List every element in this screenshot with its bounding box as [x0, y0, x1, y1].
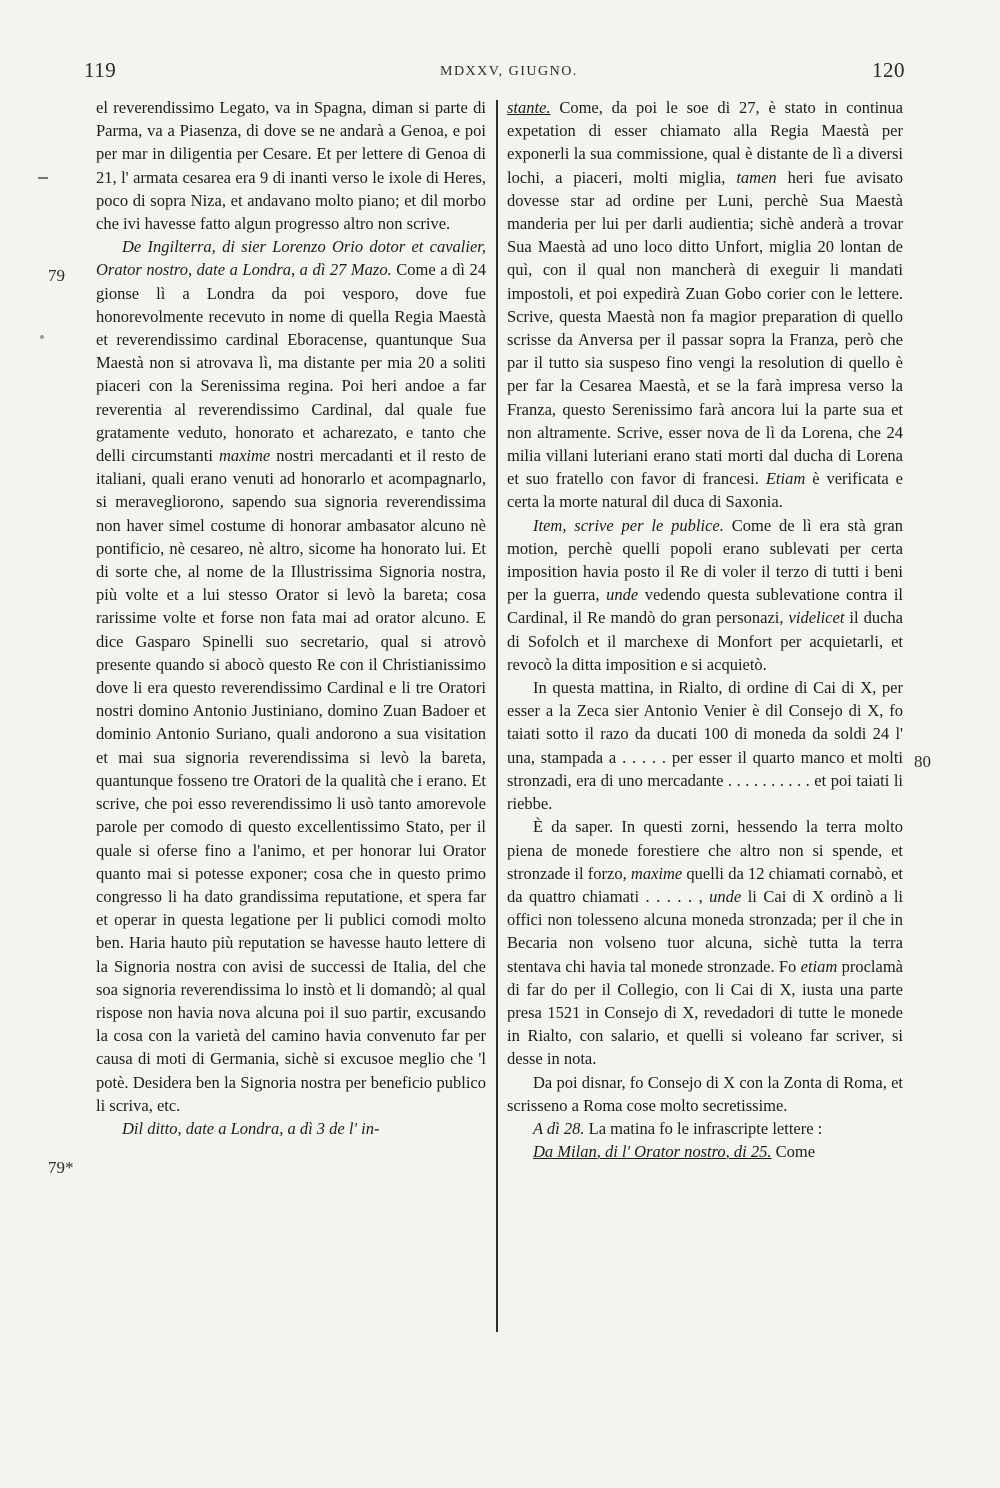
paragraph [507, 1140, 903, 1163]
text-run: è verificata e certa la morte natural dil duca di Saxonia. [507, 469, 904, 512]
text-run: nostri mercadanti et il resto de italiani, quali erano venuti ad honorarlo et acompagnarlo, si meravegliorono, sapendo sua signoria reverendissima non haver simel costume di honorar ambasator alcuno nè pontificio, nè cesareo, nè altro, sicome ha honorato lui. Et di sorte che, al nome de la Illustrissima Signoria nostra, più volte et a lui stesso Orator si levò la bareta; cosa rarissime volte et forse non fata mai ad orator alcuno. E dice Gasparo Spinelli suo secretario, qual si atrovò presente quando si abocò questo Re con il Christianissimo dove li era questo reverendissimo Cardinal e li tre Oratori nostri domino Antonio Justiniano, domino Zuan Badoer et dominio Antonio Suriano, quali andorono a sua visitation et mai sua signoria reverendissima si levò la bareta, quantunque fosseno tre Oratori de la qualità che i erano. Et scrive, che poi esso reverendissimo li usò tanto amorevole parole per comodo di questo excellentissimo Stato, per il quale si oferse fino a l'animo, et per honorar lui Orator quanto mai si potesse exponer; cosa che in questo primo congresso li ha dato grandissima reputatione, et spera far et operar in questa legatione per li publici comodi molto ben. Haria hauto più reputation se havesse hauto lettere di la Signoria nostra con avisi de successi de Italia, del che soa signoria reverendissima lo instò et li domandò; al qual rispose non havia nova alcuna poi il suo partir, excusando la cosa con la varietà del camino havia convenuto far per causa di moti di Germania, sichè si excusoe meglio che 'l potè. Desidera ben la Signoria nostra per beneficio publico li scriva, etc. [96, 446, 486, 1115]
margin-number-79: 79 [48, 266, 65, 285]
text-run: vedendo questa sublevatione contra il Cardinal, il Re mandò do gran personazi, [507, 585, 903, 628]
italic-heading: De Ingilterra, di sier Lorenzo Orio dotor et cavalier, Orator nostro, date a Londra, a dì 27 Mazo. [96, 237, 486, 280]
italic-term: etiam [800, 956, 838, 976]
page-number-left: 119 [84, 58, 117, 82]
italic-term: maxime [630, 863, 683, 883]
text-run: Come [771, 1142, 816, 1162]
paragraph: Da poi disnar, fo Consejo di X con la Zonta di Roma, et scrisseno a Roma cose molto secretissime. [507, 1072, 903, 1115]
italic-heading: Dil ditto, date a Londra, a dì 3 de l' in- [122, 1118, 380, 1138]
paragraph [96, 235, 486, 1117]
italic-heading: A dì 28. [533, 1118, 585, 1138]
margin-number-80: 80 [914, 752, 931, 771]
paragraph: In questa mattina, in Rialto, di ordine di Cai di X, per esser a la Zeca sier Antonio Venier è dil Consejo di X, fo taiati sotto il razo da ducati 100 di moneda da soldi 24 l' una, stampada a . . . . . per esser il quarto manco et molti stronzadi, era di uno mercadante . . . . . . . . . . et poi taiati li riebbe. [507, 678, 903, 814]
text-run: Come, da poi le soe di 27, è stato in continua expetation di esser chiamato alla Regia Maestà per exponerli la sua commissione, qual è distante de lì a diversi lochi, a piaceri, molti miglia, [507, 98, 903, 187]
italic-term: Etiam [765, 469, 806, 489]
italic-heading: Da Milan, di l' Orator nostro, di 25. [533, 1142, 772, 1162]
paragraph: el reverendissimo Legato, va in Spagna, diman si parte di Parma, va a Piasenza, di dove se ne andarà a Genoa, e poi per mar in diligentia per Cesare. Et per lettere di Genoa di 21, l' armata cesarea era 9 di inanti verso le ixole di Heres, poco di sopra Niza, et andavano molto piano; et dil morbo che ivi havesse fatto algun progresso altro non scrive. [96, 98, 486, 234]
italic-term: videlicet [788, 608, 845, 628]
left-column [96, 96, 486, 1140]
running-title: MDXXV, GIUGNO. [440, 64, 578, 79]
page-number-right: 120 [872, 58, 905, 82]
italic-term: tamen [736, 167, 777, 187]
paragraph [96, 1117, 486, 1140]
paragraph [507, 815, 903, 1070]
text-run: quelli da 12 chiamati cornabò, et da quattro chiamati . . . . . , [507, 863, 904, 906]
right-column [507, 96, 903, 1163]
text-run: È da saper. In questi zorni, hessendo la terra molto piena de monede forestiere che altro non si spende, et stronzade il forzo, [507, 817, 903, 883]
margin-dot [40, 335, 44, 339]
italic-term: maxime [218, 446, 271, 466]
text-run: La matina fo le infrascripte lettere : [584, 1118, 823, 1138]
text-run: proclamà di far do per il Collegio, con li Cai di X, iusta una parte presa 1521 in Consejo di X, revedadori di tutte le monede in Rialto, con salario, et quelli si voleano far scriver, si desse in nota. [507, 956, 903, 1069]
paragraph [507, 96, 903, 514]
column-divider [496, 100, 498, 1332]
italic-term: unde [606, 585, 639, 605]
text-run: li Cai di X ordinò a li offici non tolesseno alcuna moneda stronzada; per il che in Becaria non volseno tuor alcuna, sichè tutta la terra stentava chi havia tal monede stronzade. Fo [507, 886, 903, 976]
italic-heading: Item, scrive per le publice. [533, 515, 724, 535]
margin-mark [38, 177, 48, 179]
paragraph [507, 1117, 903, 1140]
italic-term: unde [709, 886, 742, 906]
italic-term: stante. [507, 98, 551, 117]
text-run: heri fue avisato dovesse star ad ordine per Luni, perchè Sua Maestà manderia per lui per darli audientia; sichè anderà a trovar Sua Maestà ad uno loco ditto Unfort, miglia 20 lontan de quì, con il qual non mancherà di exeguir li mandati impostoli, et poi expedirà Zuan Gobo corier con le lettere. Scrive, questa Maestà non fa magior preparation di quello scrisse da Anversa per il passar sopra la Franza, però che par il tutto sia suspeso fino vengi la resolution di quello è per far la Cesarea Maestà, et se la farà impresa verso la Franza, questo Serenissimo farà ancora lui la parte sua et non altramente. Scrive, esser nova de lì da Lorena, che 24 milia villani luteriani erano stati morti dal ducha di Lorena et suo fratello con favor di francesi. [507, 167, 903, 489]
text-run: Come de lì era stà gran motion, perchè quelli popoli erano sublevati per certa imposition havia posto il Re di voler il terzo di tutti i beni per la guerra, [507, 515, 903, 605]
text-run: Come a dì 24 gionse lì a Londra da poi vesporo, dove fue honorevolmente recevuto in nome di quella Regia Maestà et reverendissimo cardinal Eboracense, quantunque Sua Maestà non si atrovava lì, ma distante per mia 20 a soliti piaceri con la Serenissima regina. Poi heri andoe a far reverentia al reverendissimo Cardinal, dal quale fue gratamente veduto, honorato et acharezato, e tanto che delli circumstanti [96, 260, 486, 466]
text-run: il ducha di Sofolch et il marchexe di Monfort per acquietarli, et revocò la ditta imposition e si acquietò. [507, 608, 903, 674]
margin-number-79b: 79* [48, 1158, 74, 1177]
paragraph [507, 514, 903, 676]
